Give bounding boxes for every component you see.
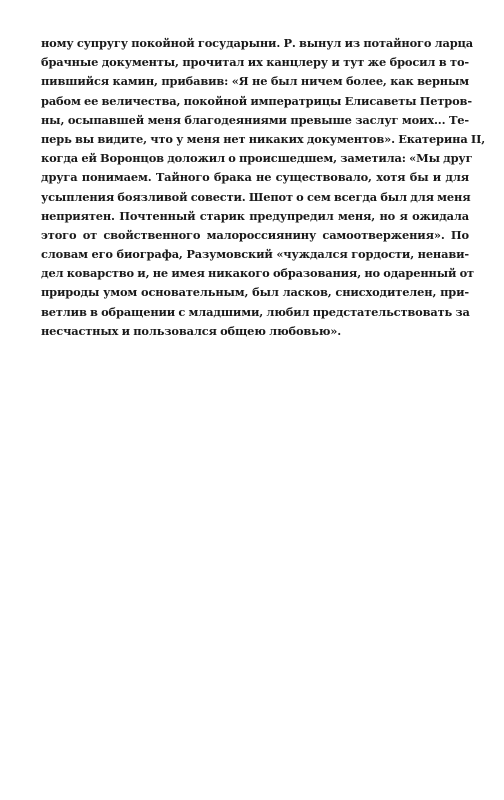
text-line: брачные документы, прочитал их канцлеру и тут же бросил в то- [41, 55, 469, 70]
text-line: этого от свойственного малороссиянину самоотвержения». По [41, 227, 469, 242]
text-line: усыпления боязливой совести. Шепот о сем всегда был для меня [41, 189, 471, 204]
text-line: когда ей Воронцов доложил о происшедшем, заметила: «Мы друг [41, 151, 473, 166]
text-line: природы умом основательным, был ласков, снисходителен, при- [41, 285, 469, 300]
text-line: друга понимаем. Тайного брака не существовало, хотя бы и для [41, 170, 469, 185]
text-line: ному супругу покойной государыни. Р. вынул из потайного ларца [41, 36, 474, 50]
text-line: перь вы видите, что у меня нет никаких документов». Екатерина II, [41, 131, 486, 146]
text-line: словам его биографа, Разумовский «чуждался гордости, ненави- [41, 247, 469, 262]
text-line: несчастных и пользовался общею любовью». [41, 323, 342, 338]
text-line: пившийся камин, прибавив: «Я не был ничем более, как верным [41, 74, 469, 89]
text-line: ны, осыпавшей меня благодеяниями превыше заслуг моих... Те- [41, 112, 469, 127]
text-line: ветлив в обращении с младшими, любил предстательствовать за [41, 304, 470, 319]
text-line: неприятен. Почтенный старик предупредил меня, но я ожидала [41, 208, 469, 223]
body-text [41, 34, 486, 341]
text-line: рабом ее величества, покойной императрицы Елисаветы Петров- [41, 93, 472, 108]
text-line: дел коварство и, не имея никакого образования, но одаренный от [41, 266, 474, 281]
